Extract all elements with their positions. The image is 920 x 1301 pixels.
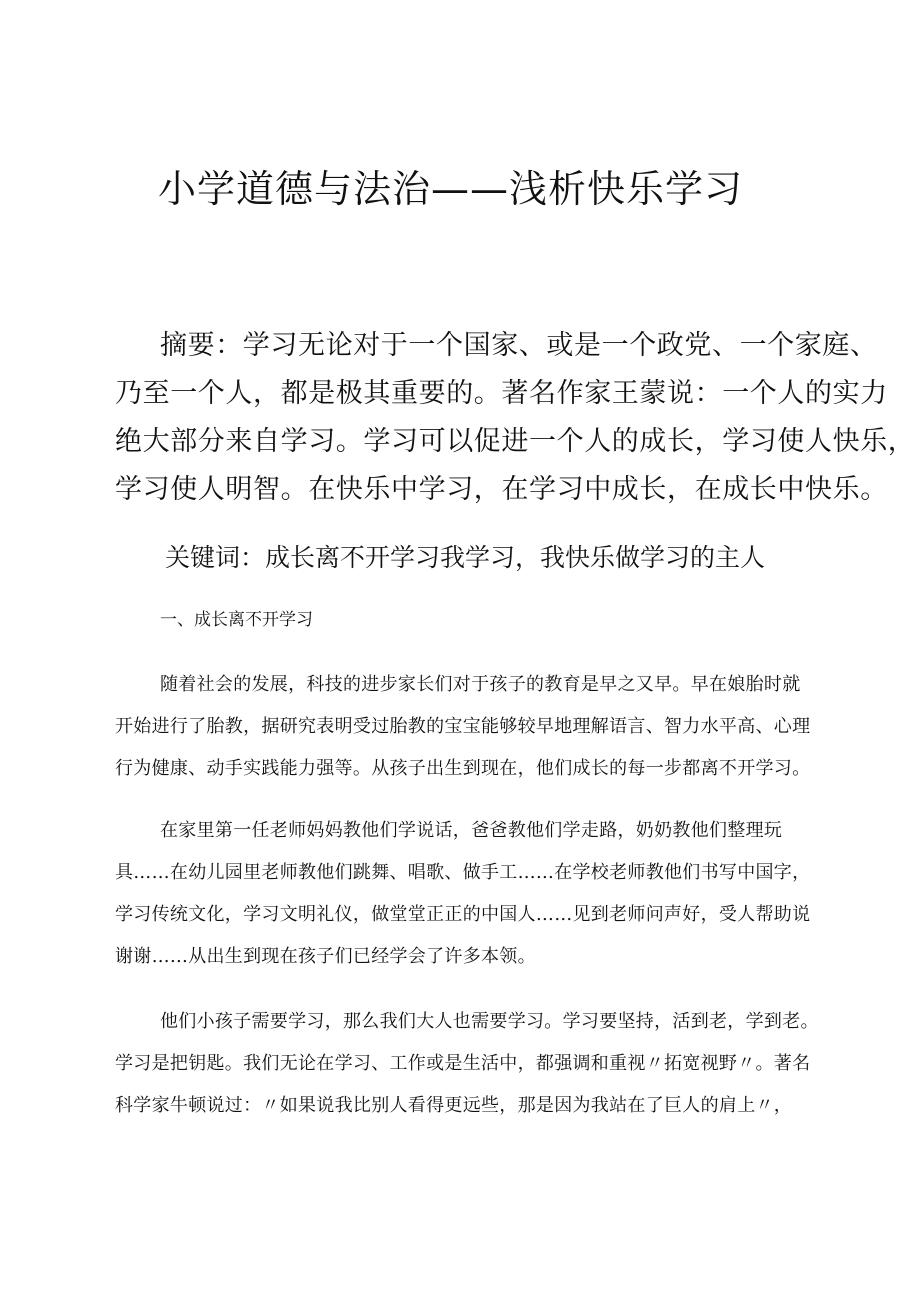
section-heading: 一、成长离不开学习 — [160, 610, 313, 630]
paragraph-line: 谢谢……从出生到现在孩子们已经学会了许多本领。 — [115, 946, 536, 967]
paragraph-line: 学习传统文化，学习文明礼仪，做堂堂正正的中国人……见到老师问声好，受人帮助说 — [115, 904, 811, 925]
paragraph-line: 学习是把钥匙。我们无论在学习、工作或是生活中，都强调和重视〃拓宽视野〃。著名 — [115, 1053, 811, 1074]
abstract-line: 学习使人明智。在快乐中学习，在学习中成长，在成长中快乐。 — [115, 474, 888, 505]
paragraph-line: 行为健康、动手实践能力强等。从孩子出生到现在，他们成长的每一步都离不开学习。 — [115, 758, 811, 779]
abstract-line: 乃至一个人，都是极其重要的。著名作家王蒙说：一个人的实力 — [115, 378, 888, 409]
paragraph-line: 开始进行了胎教，据研究表明受过胎教的宝宝能够较早地理解语言、智力水平高、心理 — [115, 716, 811, 737]
abstract-line: 摘要：学习无论对于一个国家、或是一个政党、一个家庭、 — [160, 330, 878, 361]
paragraph-line: 具……在幼儿园里老师教他们跳舞、唱歌、做手工……在学校老师教他们书写中国字， — [115, 862, 811, 883]
abstract-line: 绝大部分来自学习。学习可以促进一个人的成长，学习使人快乐， — [115, 426, 916, 457]
paragraph-line: 科学家牛顿说过：〃如果说我比别人看得更远些，那是因为我站在了巨人的肩上〃， — [115, 1095, 793, 1116]
paragraph-line: 在家里第一任老师妈妈教他们学说话，爸爸教他们学走路，奶奶教他们整理玩 — [160, 820, 783, 841]
keywords: 关键词：成长离不开学习我学习，我快乐做学习的主人 — [165, 543, 766, 572]
document-title: 小学道德与法治——浅析快乐学习 — [158, 167, 744, 211]
paragraph-line: 他们小孩子需要学习，那么我们大人也需要学习。学习要坚持，活到老，学到老。 — [160, 1011, 819, 1032]
paragraph-line: 随着社会的发展，科技的进步家长们对于孩子的教育是早之又早。早在娘胎时就 — [160, 674, 801, 695]
